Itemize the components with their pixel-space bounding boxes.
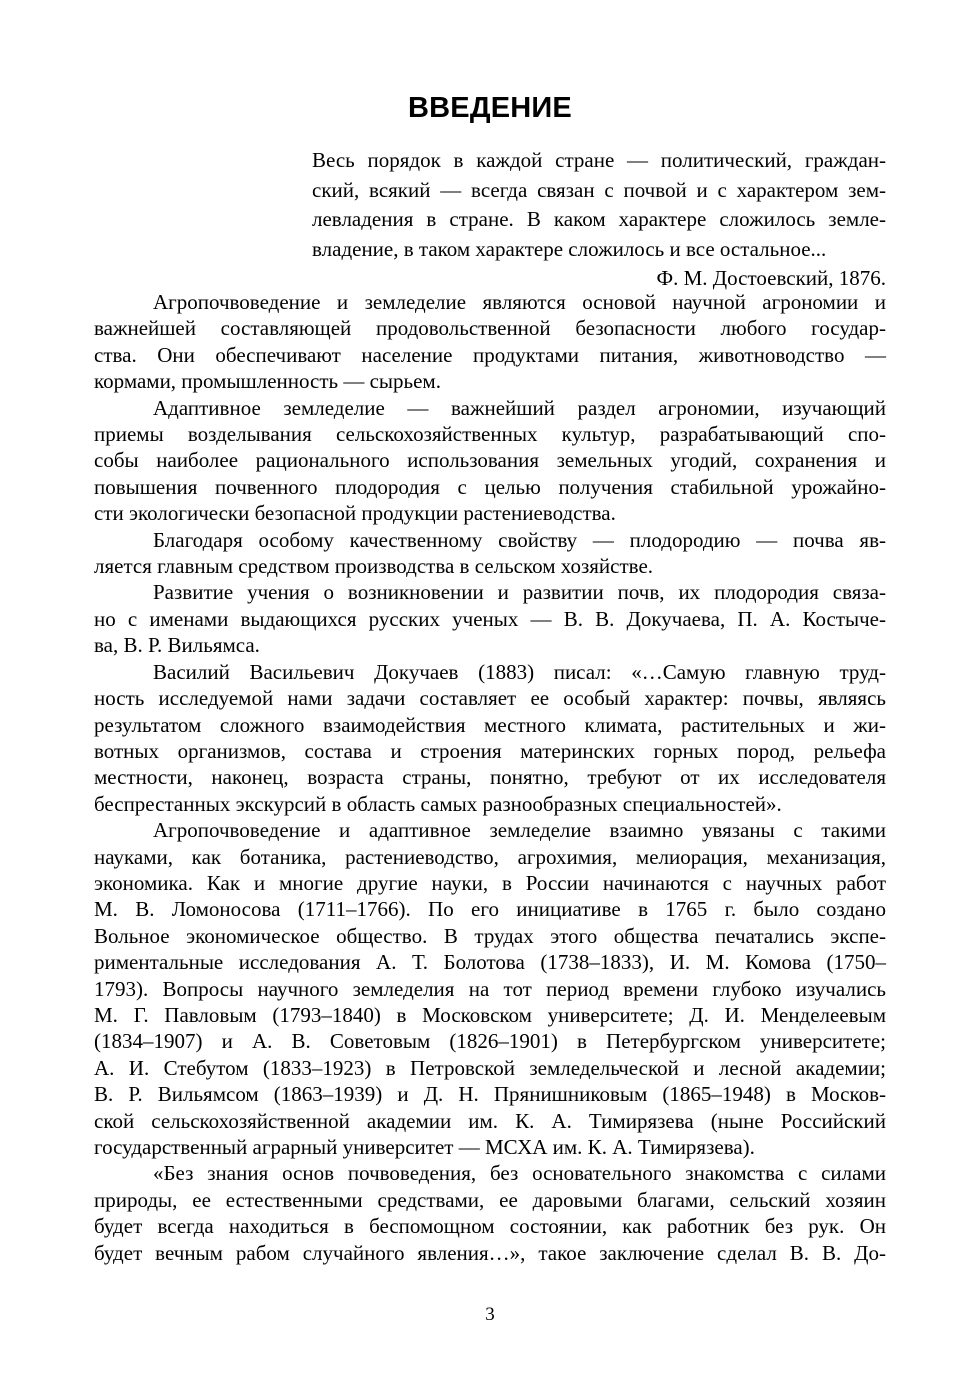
paragraph-line: Адаптивное земледелие — важнейший раздел агрономии, изучающий [153,395,886,420]
paragraph-line: (1834–1907) и А. В. Советовым (1826–1901) в Петербургском университете; [94,1029,886,1054]
page-title: ВВЕДЕНИЕ [408,92,572,124]
paragraph-line: важнейшей составляющей продовольственной безопасности любого государ- [94,316,886,341]
paragraph-line: кормами, промышленность — сырьем. [94,369,441,394]
paragraph-line: будет вечным рабом случайного явления…», такое заключение сделал В. В. До- [94,1240,886,1265]
paragraph-line: вотных организмов, состава и строения материнских горных пород, рельефа [94,738,886,763]
paragraph-line: беспрестанных экскурсий в область самых разнообразных специальностей». [94,791,782,816]
paragraph-line: Вольное экономическое общество. В трудах этого общества печатались экспе- [94,923,886,948]
page-number: 3 [485,1304,495,1325]
paragraph [94,289,886,395]
paragraph-line: М. Г. Павловым (1793–1840) в Московском университете; Д. И. Менделеевым [94,1002,886,1027]
paragraph-line: Благодаря особому качественному свойству — плодородию — почва яв- [153,527,886,552]
paragraph [94,1160,886,1266]
paragraph-line: риментальные исследования А. Т. Болотова (1738–1833), И. М. Комова (1750– [94,950,886,975]
paragraph-line: ской сельскохозяйственной академии им. К. А. Тимирязева (ныне Российский [94,1108,886,1133]
paragraph [94,659,886,817]
document-page [94,0,886,1386]
paragraph-line: результатом сложного взаимодействия местного климата, растительных и жи- [94,712,886,737]
paragraph-line: ства. Они обеспечивают население продуктами питания, животноводство — [94,342,886,367]
paragraph-line: экономика. Как и многие другие науки, в России начинаются с научных работ [94,870,886,895]
epigraph-line: владение, в таком характере сложилось и все остальное... [312,236,827,261]
paragraph-line: но с именами выдающихся русских ученых — В. В. Докучаева, П. А. Костыче- [94,606,886,631]
paragraph-line: Агропочвоведение и земледелие являются основой научной агрономии и [153,290,886,314]
paragraph-line: приемы возделывания сельскохозяйственных культур, разрабатывающий спо- [94,422,886,447]
paragraph-line: сти экологически безопасной продукции растениеводства. [94,501,616,526]
paragraph [94,527,886,580]
paragraph [94,817,886,1160]
paragraph-line: повышения почвенного плодородия с целью получения стабильной урожайно- [94,474,886,499]
paragraph-line: «Без знания основ почвоведения, без основательного знакомства с силами [153,1161,886,1186]
paragraph-line: местности, наконец, возраста страны, понятно, требуют от их исследователя [94,765,886,790]
paragraph-line: ва, В. Р. Вильямса. [94,633,260,658]
paragraph-line: В. Р. Вильямсом (1863–1939) и Д. Н. Прянишниковым (1865–1948) в Москов- [94,1082,886,1107]
paragraph-line: природы, ее естественными средствами, ее даровыми благами, сельский хозяин [94,1187,886,1212]
epigraph-line: ский, всякий — всегда связан с почвой и с характером зем- [312,177,886,202]
paragraph-line: будет всегда находиться в беспомощном состоянии, как работник без рук. Он [94,1214,886,1239]
paragraph-line: А. И. Стебутом (1833–1923) в Петровской земледельческой и лесной академии; [94,1055,886,1080]
paragraph-line: ность исследуемой нами задачи составляет ее особый характер: почвы, являясь [94,686,886,711]
paragraph-line: Агропочвоведение и адаптивное земледелие взаимно увязаны с такими [153,818,886,843]
body-text [94,289,886,1266]
paragraph-line: Василий Васильевич Докучаев (1883) писал: «…Самую главную труд- [153,659,886,684]
paragraph-line: собы наиболее рационального использования земельных угодий, сохранения и [94,448,886,473]
epigraph-line: Весь порядок в каждой стране — политический, граждан- [312,148,886,172]
paragraph-line: науками, как ботаника, растениеводство, агрохимия, мелиорация, механизация, [94,844,886,869]
paragraph [94,395,886,527]
epigraph [312,146,886,294]
paragraph-line: государственный аграрный университет — МСХА им. К. А. Тимирязева). [94,1135,755,1159]
paragraph [94,579,886,658]
epigraph-line: левладения в стране. В каком характере сложилось земле- [312,207,886,231]
paragraph-line: 1793). Вопросы научного земледелия на тот период времени глубоко изучались [94,976,886,1001]
paragraph-line: М. В. Ломоносова (1711–1766). По его инициативе в 1765 г. было создано [94,897,886,922]
paragraph-line: ляется главным средством производства в сельском хозяйстве. [94,554,654,579]
epigraph-author: Ф. М. Достоевский, 1876. [656,266,886,290]
paragraph-line: Развитие учения о возникновении и развитии почв, их плодородия связа- [153,580,886,605]
